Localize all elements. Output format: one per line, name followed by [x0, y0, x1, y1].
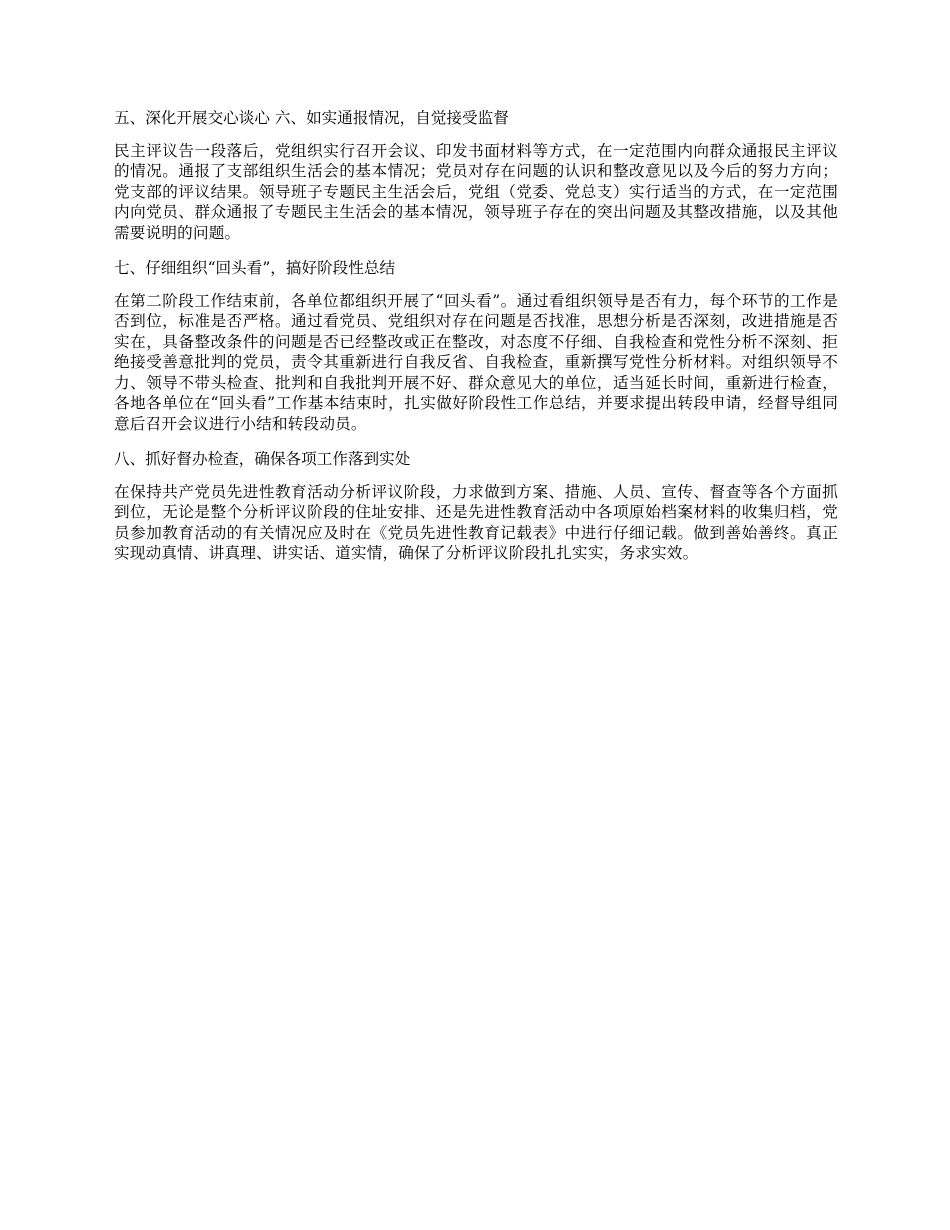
section-7: [114, 258, 838, 434]
section-heading: 七、仔细组织“回头看”，搞好阶段性总结: [114, 259, 396, 277]
section-heading: 五、深化开展交心谈心 六、如实通报情况，自觉接受监督: [114, 109, 509, 127]
section-5-6: [114, 108, 838, 243]
section-paragraph: 在保持共产党员先进性教育活动分析评议阶段，力求做到方案、措施、人员、宣传、督查等各个方面抓到位，无论是整个分析评议阶段的住址安排、还是先进性教育活动中各项原始档案材料的收集归档，党员参加教育活动的有关情况应及时在《党员先进性教育记载表》中进行仔细记载。做到善始善终。真正实现动真情、讲真理、讲实话、道实情，确保了分析评议阶段扎扎实实，务求实效。: [114, 482, 838, 562]
section-heading: 八、抓好督办检查，确保各项工作落到实处: [114, 450, 411, 468]
section-paragraph: 在第二阶段工作结束前，各单位都组织开展了“回头看”。通过看组织领导是否有力，每个环节的工作是否到位，标准是否严格。通过看党员、党组织对存在问题是否找准，思想分析是否深刻，改进措施是否实在，具备整改条件的问题是否已经整改或正在整改，对态度不仔细、自我检查和党性分析不深刻、拒绝接受善意批判的党员，责令其重新进行自我反省、自我检查，重新撰写党性分析材料。对组织领导不力、领导不带头检查、批判和自我批判开展不好、群众意见大的单位，适当延长时间，重新进行检查，各地各单位在“回头看”工作基本结束时，扎实做好阶段性工作总结，并要求提出转段申请，经督导组同意后召开会议进行小结和转段动员。: [114, 291, 838, 433]
section-8: [114, 449, 838, 564]
section-paragraph: 民主评议告一段落后，党组织实行召开会议、印发书面材料等方式，在一定范围内向群众通报民主评议的情况。通报了支部组织生活会的基本情况；党员对存在问题的认识和整改意见以及今后的努力方向；党支部的评议结果。领导班子专题民主生活会后，党组（党委、党总支）实行适当的方式，在一定范围内向党员、群众通报了专题民主生活会的基本情况，领导班子存在的突出问题及其整改措施，以及其他需要说明的问题。: [114, 141, 838, 242]
document-page: [114, 108, 838, 579]
